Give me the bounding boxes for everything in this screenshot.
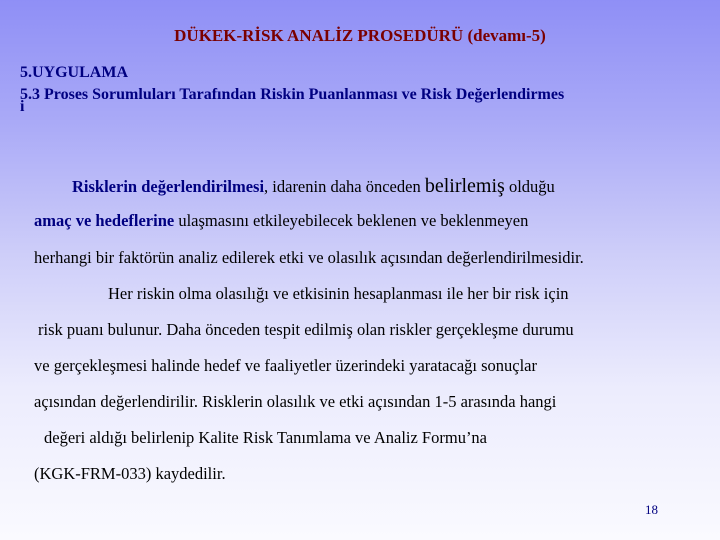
key-term: Risklerin değerlendirilmesi (72, 177, 265, 196)
paragraph-line-5: risk puanı bulunur. Daha önceden tespit edilmiş olan riskler gerçekleşme durumu (38, 320, 574, 339)
paragraph-line-7: açısından değerlendirilir. Risklerin olasılık ve etki açısından 1-5 arasında hangi (34, 392, 557, 411)
paragraph-line-3: herhangi bir faktörün analiz edilerek etki ve olasılık açısından değerlendirilmesidir. (34, 248, 584, 267)
paragraph-line-6: ve gerçekleşmesi halinde hedef ve faaliyetler üzerindeki yaratacağı sonuçlar (34, 356, 537, 375)
subsection-heading-line2: i (20, 98, 25, 115)
paragraph-emphasis: belirlemiş (424, 175, 505, 197)
paragraph-text: , idarenin daha önceden (264, 177, 425, 196)
paragraph-line-9: (KGK-FRM-033) kaydedilir. (34, 464, 226, 483)
page-number: 18 (645, 502, 658, 517)
paragraph-line-8: değeri aldığı belirlenip Kalite Risk Tanımlama ve Analiz Formu’na (44, 428, 488, 447)
paragraph-text: olduğu (504, 177, 555, 196)
paragraph-line-4: Her riskin olma olasılığı ve etkisinin hesaplanması ile her bir risk için (108, 284, 569, 303)
slide-title: DÜKEK-RİSK ANALİZ PROSEDÜRÜ (devamı-5) (174, 26, 546, 45)
paragraph-text: ulaşmasını etkileyebilecek beklenen ve beklenmeyen (174, 211, 529, 230)
subsection-heading-line1: 5.3 Proses Sorumluları Tarafından Riskin Puanlanması ve Risk Değerlendirmes (20, 86, 565, 103)
paragraph-line-2 (34, 211, 528, 231)
section-heading: 5.UYGULAMA (20, 64, 128, 81)
paragraph-line-1 (72, 175, 555, 198)
key-term: amaç ve hedeflerine (34, 211, 175, 230)
